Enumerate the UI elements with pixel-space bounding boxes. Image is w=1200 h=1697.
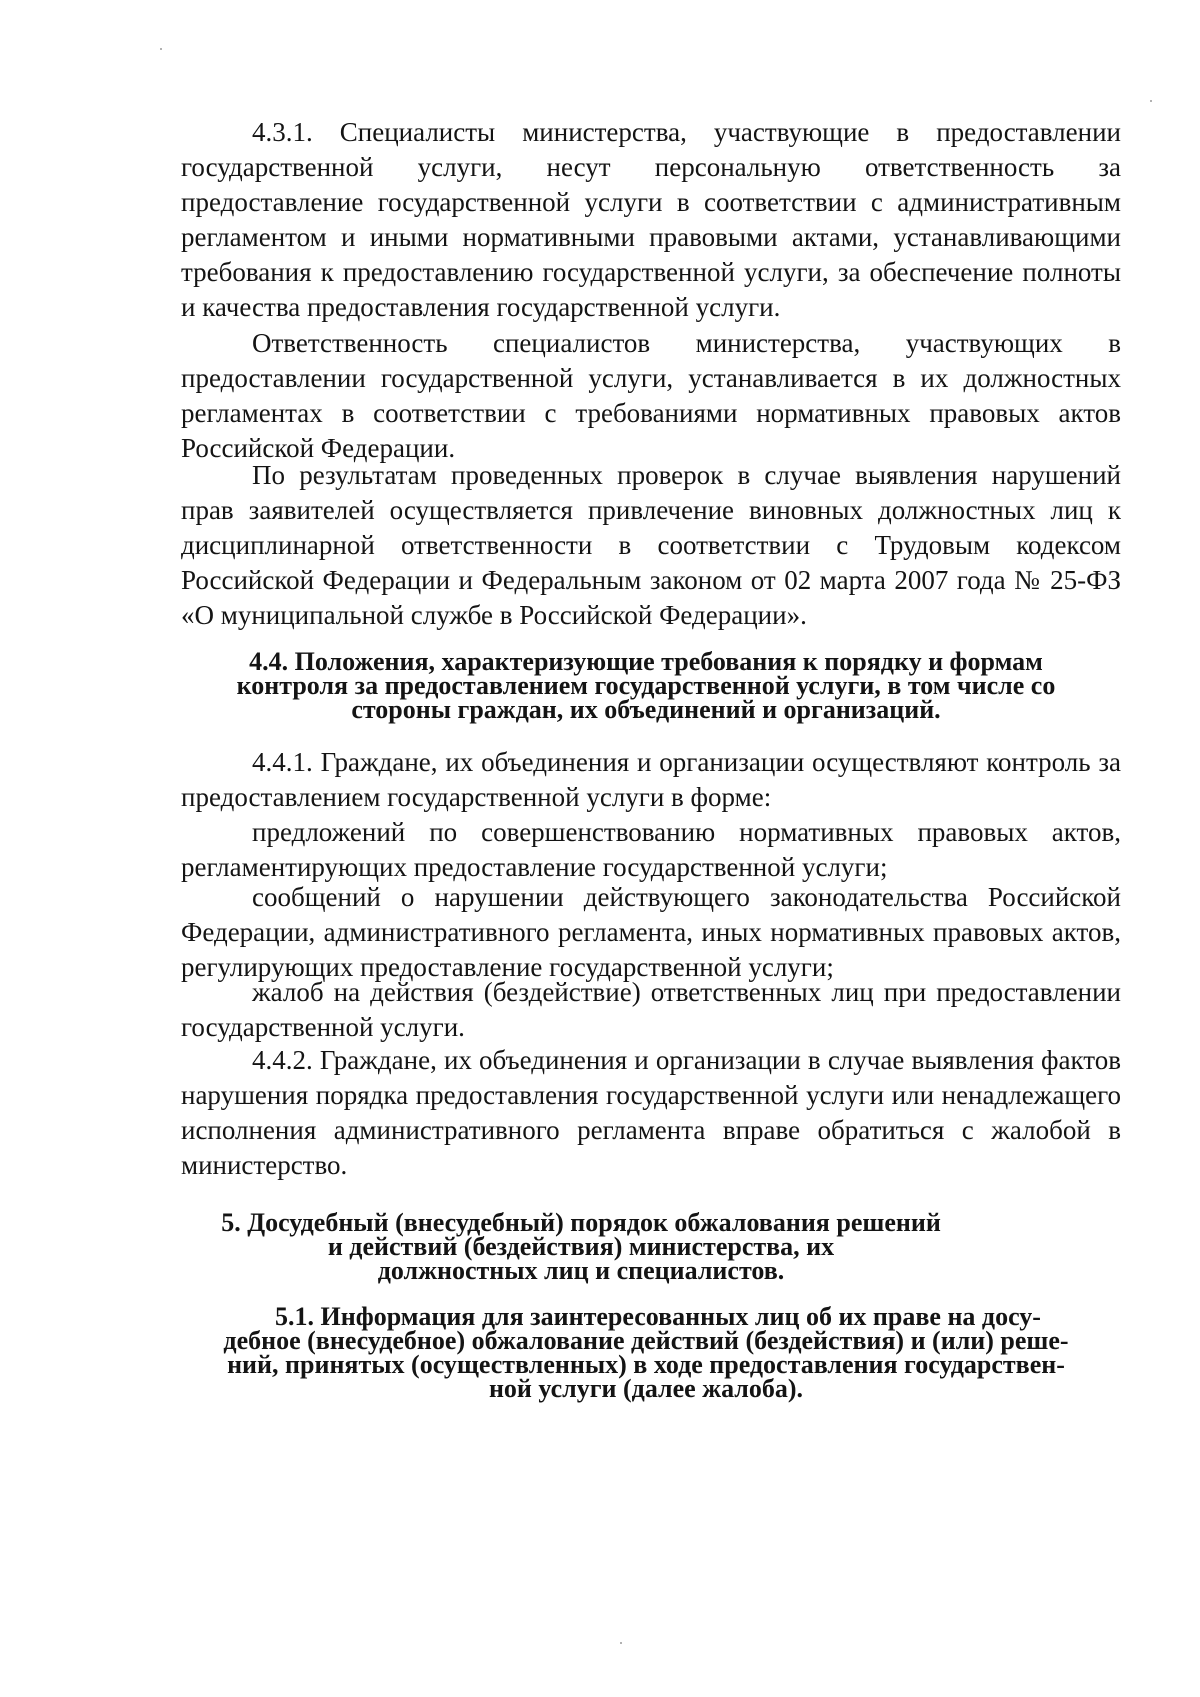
- heading-5-1-line-2: дебное (внесудебное) обжалование действий (бездействия) и (или) реше-: [223, 1326, 1069, 1355]
- paragraph-responsibility: Ответственность специалистов министерства, участвующих в предоставлении государственной услуги, устанавливается в их должностных регламентах в соответствии с требованиями нормативных правовых актов Российской Федерации.: [181, 328, 1121, 463]
- heading-section-5-line-3: должностных лиц и специалистов.: [377, 1256, 785, 1285]
- heading-4-4-line-1: 4.4. Положения, характеризующие требования к порядку и формам: [249, 647, 1043, 676]
- heading-4-4: [176, 647, 1116, 724]
- scan-speck: [160, 48, 162, 50]
- scan-speck: [620, 1642, 622, 1644]
- heading-4-4-line-2: контроля за предоставлением государственной услуги, в том числе со: [236, 671, 1056, 700]
- heading-5-1: [176, 1302, 1116, 1403]
- paragraph-4-4-1: 4.4.1. Граждане, их объединения и организации осуществляют контроль за предоставлением государственной услуги в форме:: [181, 747, 1121, 812]
- heading-section-5-line-1: 5. Досудебный (внесудебный) порядок обжалования решений: [221, 1208, 941, 1237]
- paragraph-inspection-results: По результатам проведенных проверок в случае выявления нарушений прав заявителей осуществляется привлечение виновных должностных лиц к дисциплинарной ответственности в соответствии с Трудовым кодексом Российской Федерации и Федеральным законом от 02 марта 2007 года № 25-ФЗ «О муниципальной службе в Российской Федерации».: [181, 460, 1121, 630]
- paragraph-reports: сообщений о нарушении действующего законодательства Российской Федерации, административного регламента, иных нормативных правовых актов, регулирующих предоставление государственной услуги;: [181, 882, 1121, 982]
- paragraph-4-3-1: 4.3.1. Специалисты министерства, участвующие в предоставлении государственной услуги, несут персональную ответственность за предоставление государственной услуги в соответствии с административным регламентом и иными нормативными правовыми актами, устанавливающими требования к предоставлению государственной услуги, за обеспечение полноты и качества предоставления государственной услуги.: [181, 117, 1121, 322]
- scan-speck: [1150, 100, 1152, 102]
- heading-4-4-line-3: стороны граждан, их объединений и организаций.: [351, 695, 941, 724]
- heading-5-1-line-3: ний, принятых (осуществленных) в ходе предоставления государствен-: [227, 1350, 1065, 1379]
- heading-section-5: [171, 1208, 991, 1285]
- heading-5-1-line-1: 5.1. Информация для заинтересованных лиц об их праве на досу-: [275, 1302, 1041, 1331]
- paragraph-4-4-2: 4.4.2. Граждане, их объединения и организации в случае выявления фактов нарушения порядка предоставления государственной услуги или ненадлежащего исполнения административного регламента вправе обратиться с жалобой в министерство.: [181, 1045, 1121, 1180]
- paragraph-proposals: предложений по совершенствованию нормативных правовых актов, регламентирующих предоставление государственной услуги;: [181, 817, 1121, 882]
- heading-section-5-line-2: и действий (бездействия) министерства, их: [327, 1232, 835, 1261]
- heading-5-1-line-4: ной услуги (далее жалоба).: [488, 1374, 804, 1403]
- paragraph-complaints: жалоб на действия (бездействие) ответственных лиц при предоставлении государственной услуги.: [181, 977, 1121, 1042]
